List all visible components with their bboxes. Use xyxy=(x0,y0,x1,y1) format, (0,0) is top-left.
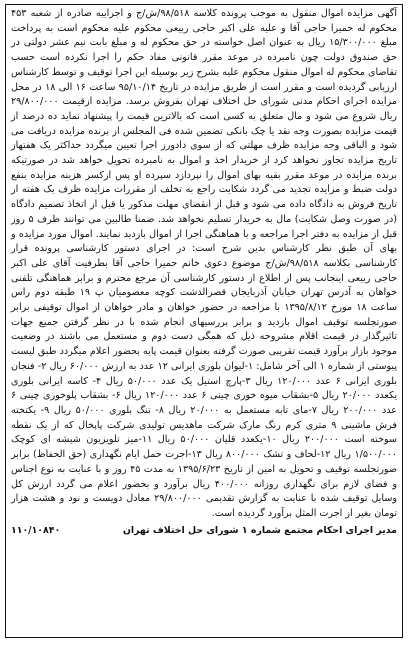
issuer-signature-line: مدیر اجرای احکام مجتمع شماره ۱ شورای حل اختلاف تهران xyxy=(122,524,397,536)
auction-notice xyxy=(5,4,403,638)
reference-number: ۱۱۰/۱۰۸۴۰ xyxy=(11,524,61,536)
notice-body: آگهی مزایده اموال منقول به موجب پرونده کلاسه ۹۸/۵۱۸/ش/ج و اجراییه صادره از شعبه ۴۵۳ محکوم له حمیرا حاجی آقا و علیه علی اکبر حاجی ربیعی محکوم علیه محکوم است به پرداخت مبلغ ۱۵/۳۰۰/۰۰۰ ریال به عنوان اصل خواسته در حق محکوم له و مبلغ بابت نیم عشر دولتی در حق صندوق دولت چون نامبرده در موعد مقرر قانونی مفاد حکم را اجرا نکرده است حسب تقاضای محکوم له اموال منقول محکوم علیه بشرح زیر بوسیله این اجرا توقیف و توسط کارشناس ارزیابی گردیده است و مقرر است از طریق مزایده در تاریخ ۹۵/۱۰/۱۴ ساعت ۱۶ الی ۱۸ در محل مزایده اجرای احکام مدنی شورای حل اختلاف تهران بفروش برسد. مزایده ازقیمت ۲۹/۸۰۰/۰۰۰ ریال شروع می شود و مال متعلق به کسی است که بالاترین قیمت را پیشنهاد نماید ده درصد از قیمت مزایده بصورت وجه نقد یا چک بانکی تضمین شده فی المجلس از برنده مزایده دریافت می شود و الباقی وجه مزایده ظرف مهلتی که از سوی دادورز اجرا تعیین میگردد حداکثر یک هفتهاز تاریخ مزایده تجاوز نخواهد کرد از خریدار اخذ و اموال به نامبرده تحویل خواهد شد در صورتیکه برنده مزایده در موعد مقرر بقیه بهای اموال را نپردازد سپرده او پس ازکسر هزینه مزایده بنفع دولت ضبط و مزایده تجدید می گردد شکایت راجع به تخلف از مقررات مزایده ظرف یک هفته از تاریخ فروش به دادگاه داده می شود و قبل از انقضای مهلت مذکور یا قبل از اتخاذ تصمیم دادگاه (در صورت وصل شکایت) مال به خریدار تسلیم نخواهد شد. ضمنا طالبین می توانند ظرف ۵ روز قبل از مزایده به دفتر اجرا مراجعه و با هماهنگی اجرا از اموال بازدید نمایند. اموال مورد مزایده و بهای آن طبق نظر کارشناس بدین شرح است: در اجرای دستور کارشناسی پرونده قرار کارشناسی بکلاسه ۹۸/۵۱۸/ش/ج موضوع دعوی خانم حمیرا حاجی آقا بطرفیت آقای علی اکبر حاجی ربیعی اینجانب پس از اطلاع از دستور کارشناسی آن مرجع محترم و برابر هماهنگی تلفنی خواهان به آدرس تهران خیابان آذربایجان قصرالدشت کوچه معصومیان پ ۱۹ طبقه دوم راس ساعت ۱۸ مورخ ۱۳۹۵/۸/۱۲ با مراجعه در حضور خواهان و مادر خواهان از اموال توقیفی برابر صورتجلسه توقیف اموال بازدید و برابر بررسیهای انجام شده با در نظر گرفتن جمیع جهات تاثیرگذار در قیمت اقلام مشروحه ذیل که همگی دست دوم و مستعمل می باشند در وضعیت موجود بازار برآورد قیمت تقریبی صورت گرفته بعنوان قیمت پایه بحضور اعلام میگردد طبق لیست پیوستی از شماره ۱ الی آخر شامل: ۱-لیوان بلوری ایرانی ۱۲ عدد به ارزش ۶۰/۰۰۰ ریال ۲- فنجان بلوری ایرانی ۶ عدد ۱۲۰/۰۰۰ ریال ۳-پارچ استیل یک عدد ۵۰/۰۰۰ ریال ۴- کاسه ایرانی بلوری یکعدد ۲۰/۰۰۰ ریال ۵-بشقاب میوه خوری چینی ۶ عدد ۱۲۰/۰۰۰ ریال ۶- بشقاب پلوخوری چینی ۶ عدد ۲۰۰/۰۰۰ ریال ۷-مای تابه مستعمل به ۲۰/۰۰۰ ریال ۸- تنگ بلوری ۵۰/۰۰۰ ریال ۹- یکتخته فرش ماشینی ۹ متری کرم رنگ مارک شرکت ماهدیس تولیدی شرکت پاپخال که از یک نقطه سوخته است ۲۰۰/۰۰۰ ریال ۱۰-یکعدد قلیان ۵۰/۰۰۰ ریال ۱۱-میز تلویزیون شیشه ای کوچک ۱/۵۰۰/۰۰۰ ریال ۱۲-لحاف و تشک ۸۰۰/۰۰۰ ریال ۱۳-اجرت حمل ایام نگهداری (حق الحفاظ) برابر صورتجلسه توقیف و تحویل به امین از تاریخ ۱۳۹۵/۶/۲۳ به مدت ۴۵ روز و با عنایت به نوع اجناس و فضای لازم برای نگهداری روزانه ۴۰۰/۰۰۰ ریال برآورد و بحضور اعلام می گردد ارزش کل وسایل توقیف شده با عنایت به گزارش تقدیمی ۲۹/۸۰۰/۰۰۰ معادل دویست و نود و هشت هزار تومان بغیر از اجرت المثل برآورد گردیده است. xyxy=(11,8,398,519)
notice-footer xyxy=(11,524,397,539)
